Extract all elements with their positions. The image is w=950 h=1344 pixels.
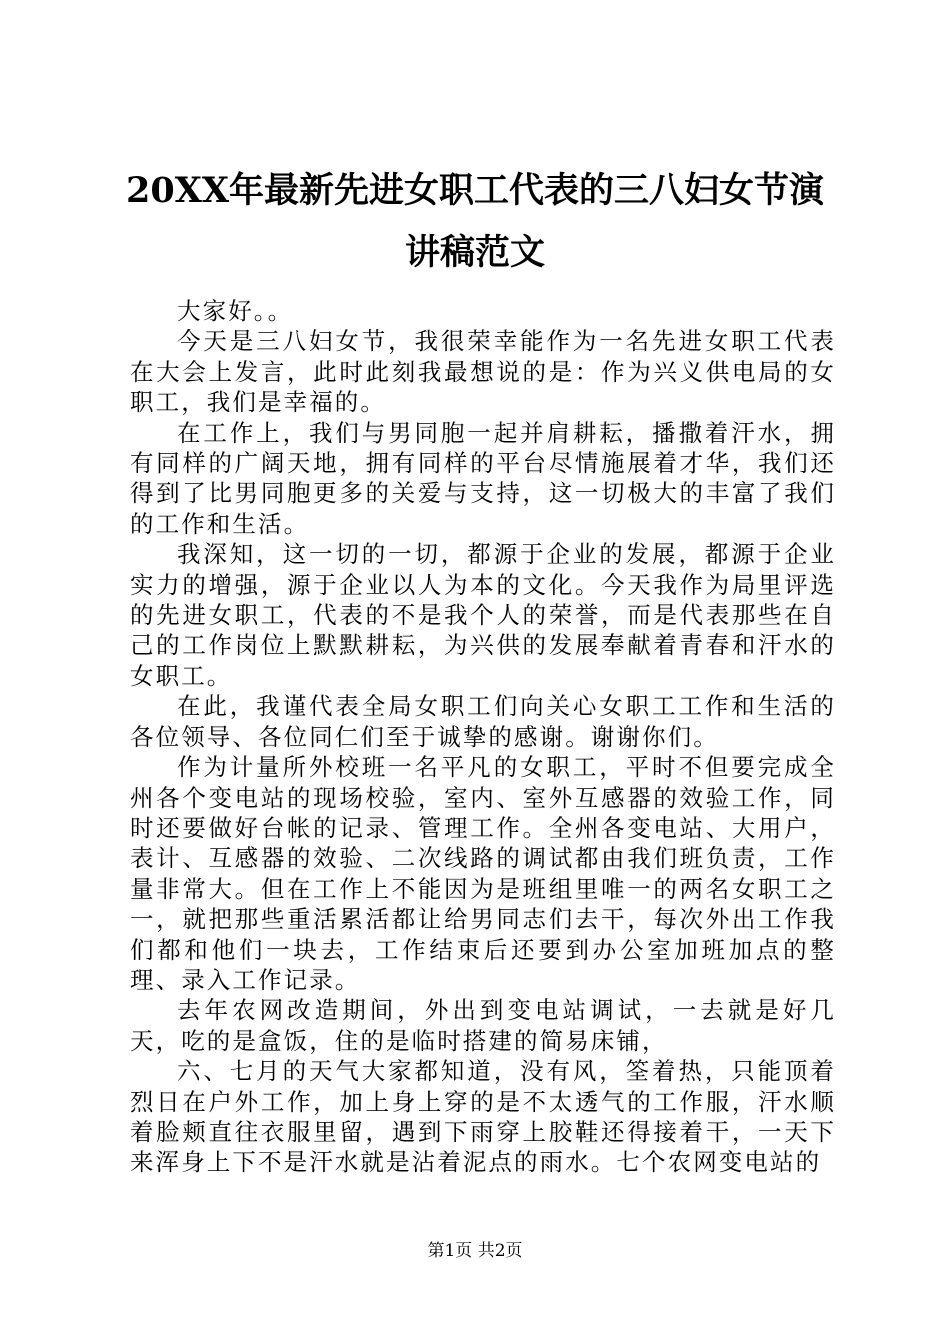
page-footer: 第1页 共2页: [427, 1241, 523, 1261]
paragraph: 在工作上，我们与男同胞一起并肩耕耘，播撒着汗水，拥有同样的广阔天地，拥有同样的平台尽情施展着才华，我们还得到了比男同胞更多的关爱与支持，这一切极大的丰富了我们的工作和生活。: [130, 418, 836, 538]
paragraph: 今天是三八妇女节，我很荣幸能作为一名先进女职工代表在大会上发言，此时此刻我最想说的是：作为兴义供电局的女职工，我们是幸福的。: [130, 327, 836, 417]
document-title: [100, 160, 850, 284]
title-line-1: 20XX年最新先进女职工代表的三八妇女节演: [125, 170, 825, 211]
paragraph: 我深知，这一切的一切，都源于企业的发展，都源于企业实力的增强，源于企业以人为本的文化。今天我作为局里评选的先进女职工，代表的不是我个人的荣誉，而是代表那些在自己的工作岗位上默默耕耘，为兴供的发展奉献着青春和汗水的女职工。: [130, 540, 836, 690]
paragraph: 在此，我谨代表全局女职工们向关心女职工工作和生活的各位领导、各位同仁们至于诚挚的感谢。谢谢你们。: [130, 692, 836, 751]
paragraph: 大家好。。: [177, 297, 294, 325]
paragraph: 去年农网改造期间，外出到变电站调试，一去就是好几天，吃的是盒饭，住的是临时搭建的简易床铺，: [130, 996, 836, 1055]
title-line-2: 讲稿范文: [404, 232, 545, 273]
paragraph: 六、七月的天气大家都知道，没有风，筌着热，只能顶着烈日在户外工作，加上身上穿的是不太透气的工作服，汗水顺着脸颊直往衣服里留，遇到下雨穿上胶鞋还得接着干，一天下来浑身上下不是汗水就是沾着泥点的雨水。七个农网变电站的: [130, 1057, 836, 1177]
paragraph: 作为计量所外校班一名平凡的女职工，平时不但要完成全州各个变电站的现场校验，室内、室外互感器的效验工作，同时还要做好台帐的记录、管理工作。全州各变电站、大用户，表计、互感器的效验、二次线路的调试都由我们班负责，工作量非常大。但在工作上不能因为是班组里唯一的两名女职工之一，就把那些重活累活都让给男同志们去干，每次外出工作我们都和他们一块去，工作结束后还要到办公室加班加点的整理、录入工作记录。: [130, 753, 836, 994]
document-body: [130, 296, 836, 1178]
